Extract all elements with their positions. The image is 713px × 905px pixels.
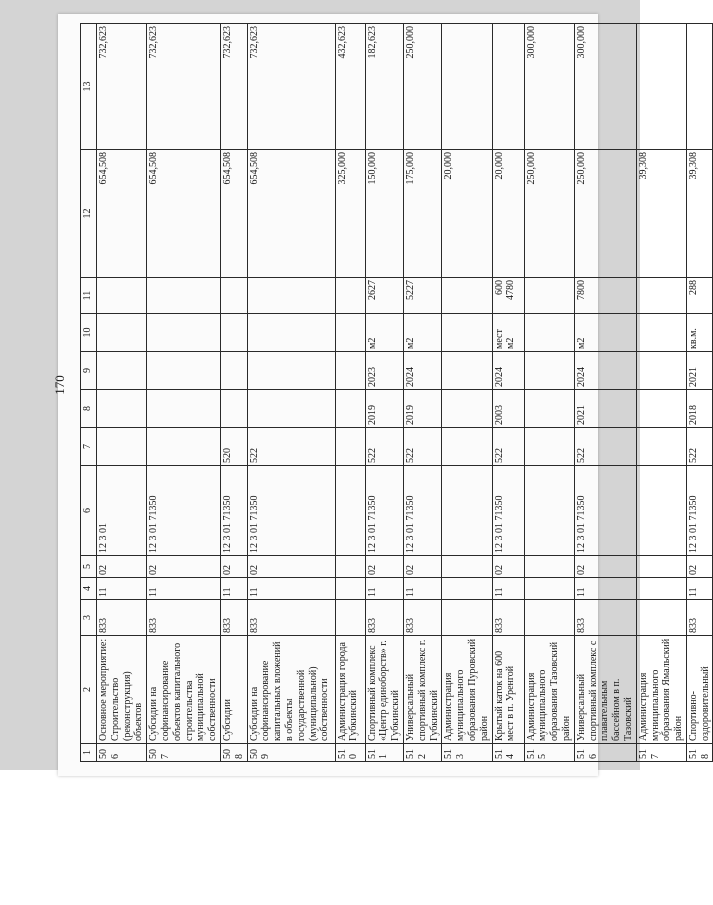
table-cell: 39,308 <box>686 150 713 278</box>
table-cell: 2024 <box>574 352 636 390</box>
table-cell: Крытый каток на 600 мест в п. Уренгой <box>492 636 524 744</box>
column-header: 6 <box>81 466 97 556</box>
table-row <box>220 24 247 762</box>
table-cell: 02 <box>492 556 524 578</box>
table-row <box>97 24 147 762</box>
table-row <box>442 24 492 762</box>
table-cell <box>524 578 574 600</box>
table-cell: 833 <box>365 600 403 636</box>
table-cell <box>97 314 147 352</box>
table-cell: 522 <box>365 428 403 466</box>
table-cell: 522 <box>403 428 441 466</box>
table-cell: 515 <box>524 744 574 762</box>
table-cell: 516 <box>574 744 636 762</box>
table-cell <box>97 352 147 390</box>
table-cell <box>247 278 335 314</box>
table-cell <box>636 466 686 556</box>
table-cell <box>220 278 247 314</box>
table-cell: кв.м. <box>686 314 713 352</box>
table-cell: 20,000 <box>442 150 492 278</box>
table-cell: 833 <box>403 600 441 636</box>
table-cell <box>247 352 335 390</box>
table-cell: 508 <box>220 744 247 762</box>
table-cell <box>442 600 492 636</box>
table-cell: 11 <box>247 578 335 600</box>
table-cell: 250,000 <box>524 150 574 278</box>
table-cell <box>524 600 574 636</box>
table-cell <box>335 390 365 428</box>
table-cell: 182,623 <box>365 24 403 150</box>
table-cell: Субсидии на софинансирование объектов капитального строительства муниципальной собственности <box>147 636 221 744</box>
table-cell <box>147 278 221 314</box>
table-cell: Администрация муниципального образования Пуровский район <box>442 636 492 744</box>
column-header: 8 <box>81 390 97 428</box>
table-row <box>636 24 686 762</box>
table-cell <box>636 352 686 390</box>
table-cell: 12 3 01 <box>97 466 147 556</box>
table-cell: 522 <box>247 428 335 466</box>
page-number: 170 <box>52 375 67 395</box>
table-cell: 12 3 01 71350 <box>247 466 335 556</box>
table-cell <box>220 314 247 352</box>
table-cell <box>524 390 574 428</box>
table-cell: 654,508 <box>147 150 221 278</box>
table-cell: 300,000 <box>524 24 574 150</box>
table-row <box>492 24 524 762</box>
table-cell: 511 <box>365 744 403 762</box>
table-cell: 12 3 01 71350 <box>403 466 441 556</box>
table-cell: Универсальный спортивный комплекс г. Губкинский <box>403 636 441 744</box>
table-cell: 2019 <box>365 390 403 428</box>
table-cell: 5227 <box>403 278 441 314</box>
table-cell: 12 3 01 71350 <box>365 466 403 556</box>
table-cell: 600 4780 <box>492 278 524 314</box>
table-cell: 432,623 <box>335 24 365 150</box>
table-cell: 2019 <box>403 390 441 428</box>
table-cell: 833 <box>97 600 147 636</box>
column-header: 13 <box>81 24 97 150</box>
table-cell: 12 3 01 71350 <box>686 466 713 556</box>
table-cell <box>442 314 492 352</box>
table-cell <box>442 352 492 390</box>
table-cell: 02 <box>686 556 713 578</box>
table-cell <box>442 556 492 578</box>
table-cell: 833 <box>247 600 335 636</box>
table-cell: 12 3 01 71350 <box>220 466 247 556</box>
table-cell: 150,000 <box>365 150 403 278</box>
table-cell <box>247 390 335 428</box>
table-cell <box>442 278 492 314</box>
table-cell <box>442 578 492 600</box>
table-cell <box>442 428 492 466</box>
column-header: 7 <box>81 428 97 466</box>
table-cell <box>636 390 686 428</box>
column-header: 3 <box>81 600 97 636</box>
table-cell: 518 <box>686 744 713 762</box>
table-cell <box>147 352 221 390</box>
table-cell: Администрация муниципального образования Тазовский район <box>524 636 574 744</box>
table-cell: 833 <box>686 600 713 636</box>
table-cell: 02 <box>147 556 221 578</box>
table-row <box>247 24 335 762</box>
table-cell: 2018 <box>686 390 713 428</box>
table-cell: 11 <box>147 578 221 600</box>
table-cell: 175,000 <box>403 150 441 278</box>
table-cell <box>147 314 221 352</box>
column-header: 1 <box>81 744 97 762</box>
table-cell: 520 <box>220 428 247 466</box>
table-cell <box>247 314 335 352</box>
table-cell: 02 <box>403 556 441 578</box>
table-cell: Основное мероприятие: Строительство (реконструкция) объектов <box>97 636 147 744</box>
table-cell: 250,000 <box>403 24 441 150</box>
table-cell: 833 <box>147 600 221 636</box>
table-cell: 2021 <box>574 390 636 428</box>
table-cell: Администрация города Губкинский <box>335 636 365 744</box>
table-cell <box>524 466 574 556</box>
table-cell: 522 <box>574 428 636 466</box>
table-cell: 2024 <box>403 352 441 390</box>
table-cell: 513 <box>442 744 492 762</box>
table-cell: 522 <box>492 428 524 466</box>
table-row <box>524 24 574 762</box>
table-cell <box>442 466 492 556</box>
column-header: 12 <box>81 150 97 278</box>
table-cell: 654,508 <box>220 150 247 278</box>
table-cell: 11 <box>492 578 524 600</box>
table-cell: 39,308 <box>636 150 686 278</box>
table-cell <box>636 556 686 578</box>
table-cell <box>147 390 221 428</box>
table-cell: 2023 <box>365 352 403 390</box>
table-row <box>403 24 441 762</box>
table-body <box>81 24 713 762</box>
table-cell <box>636 314 686 352</box>
table-cell: 654,508 <box>247 150 335 278</box>
table-cell: 732,623 <box>97 24 147 150</box>
column-header: 9 <box>81 352 97 390</box>
table-cell: 833 <box>492 600 524 636</box>
table-cell <box>97 390 147 428</box>
column-header: 5 <box>81 556 97 578</box>
table-cell: 654,508 <box>97 150 147 278</box>
table-cell <box>335 428 365 466</box>
table-cell: 11 <box>686 578 713 600</box>
column-header: 11 <box>81 278 97 314</box>
budget-table-container <box>80 24 711 762</box>
table-cell: 7800 <box>574 278 636 314</box>
table-cell: 2627 <box>365 278 403 314</box>
column-header: 10 <box>81 314 97 352</box>
table-cell <box>335 578 365 600</box>
table-cell: м2 <box>365 314 403 352</box>
table-cell: 11 <box>403 578 441 600</box>
table-cell <box>636 278 686 314</box>
table-cell: 2024 <box>492 352 524 390</box>
table-cell: 11 <box>365 578 403 600</box>
table-cell: 11 <box>574 578 636 600</box>
table-row <box>686 24 713 762</box>
table-cell <box>97 278 147 314</box>
table-cell <box>335 314 365 352</box>
column-header: 2 <box>81 636 97 744</box>
table-cell: м2 <box>403 314 441 352</box>
table-cell <box>524 352 574 390</box>
table-cell: Универсальный спортивный комплекс с плавательным бассейном в п. Тазовский <box>574 636 636 744</box>
table-cell: Субсидии <box>220 636 247 744</box>
table-cell: 02 <box>574 556 636 578</box>
table-cell: 02 <box>97 556 147 578</box>
table-cell <box>220 390 247 428</box>
table-cell: 02 <box>365 556 403 578</box>
table-cell: 325,000 <box>335 150 365 278</box>
table-cell <box>442 390 492 428</box>
table-cell: 510 <box>335 744 365 762</box>
table-cell: 512 <box>403 744 441 762</box>
table-cell <box>147 428 221 466</box>
table-cell: 300,000 <box>574 24 636 150</box>
table-cell <box>636 428 686 466</box>
column-header: 4 <box>81 578 97 600</box>
table-cell <box>335 556 365 578</box>
table-cell: 250,000 <box>574 150 636 278</box>
table-cell: 517 <box>636 744 686 762</box>
table-cell: 2021 <box>686 352 713 390</box>
table-cell <box>636 578 686 600</box>
table-cell <box>335 600 365 636</box>
table-cell: 02 <box>220 556 247 578</box>
table-cell: 509 <box>247 744 335 762</box>
table-cell: 732,623 <box>220 24 247 150</box>
table-cell: 507 <box>147 744 221 762</box>
table-cell: 20,000 <box>492 150 524 278</box>
table-cell <box>524 556 574 578</box>
table-cell <box>335 278 365 314</box>
table-cell: Спортивно-оздоровительный <box>686 636 713 744</box>
table-cell <box>335 466 365 556</box>
table-cell: 522 <box>686 428 713 466</box>
table-cell: 514 <box>492 744 524 762</box>
table-cell: м2 <box>574 314 636 352</box>
table-cell <box>335 352 365 390</box>
table-cell: 12 3 01 71350 <box>492 466 524 556</box>
header-row <box>81 24 97 762</box>
table-cell: 12 3 01 71350 <box>574 466 636 556</box>
table-row <box>147 24 221 762</box>
table-cell <box>220 352 247 390</box>
table-cell: 732,623 <box>247 24 335 150</box>
table-cell <box>442 24 492 150</box>
table-cell: 2003 <box>492 390 524 428</box>
table-cell <box>97 428 147 466</box>
table-cell <box>524 278 574 314</box>
table-cell <box>686 24 713 150</box>
table-cell: 833 <box>574 600 636 636</box>
table-cell: Спортивный комплекс «Центр единоборств» г. Губкинский <box>365 636 403 744</box>
table-cell <box>636 24 686 150</box>
table-cell: 11 <box>97 578 147 600</box>
table-cell: 506 <box>97 744 147 762</box>
table-cell: 288 <box>686 278 713 314</box>
table-cell: 833 <box>220 600 247 636</box>
table-row <box>365 24 403 762</box>
table-cell <box>492 24 524 150</box>
table-cell <box>524 314 574 352</box>
table-cell <box>636 600 686 636</box>
table-cell: 02 <box>247 556 335 578</box>
budget-table <box>80 23 713 762</box>
table-cell <box>524 428 574 466</box>
table-row <box>574 24 636 762</box>
table-row <box>335 24 365 762</box>
table-cell: мест м2 <box>492 314 524 352</box>
table-cell: Субсидии на софинансирование капитальных вложений в объекты государственной (муниципальной) собственности <box>247 636 335 744</box>
table-cell: 11 <box>220 578 247 600</box>
table-cell: 732,623 <box>147 24 221 150</box>
table-cell: 12 3 01 71350 <box>147 466 221 556</box>
table-cell: Администрация муниципального образования Ямальский район <box>636 636 686 744</box>
